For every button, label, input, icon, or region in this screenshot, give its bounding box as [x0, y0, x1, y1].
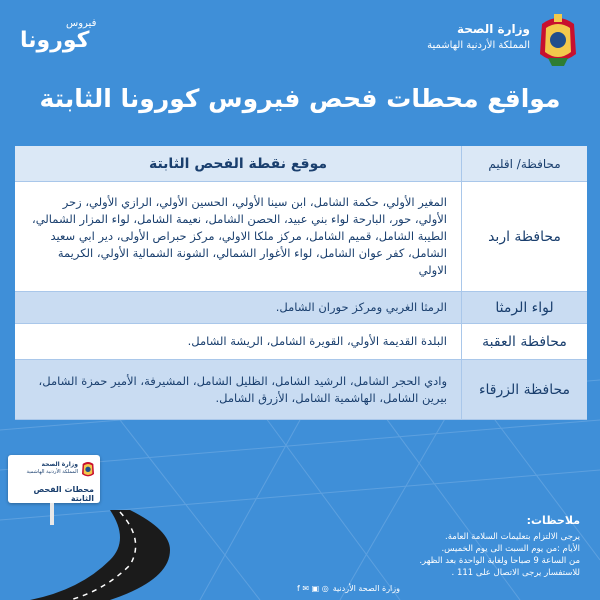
- locations-cell: البلدة القديمة الأولي، القويرة الشامل، الريشة الشامل.: [187, 334, 447, 348]
- footer: [240, 584, 400, 593]
- corona-logo-big-text: كورونا: [20, 28, 90, 53]
- sign-kingdom: المملكة الأردنية الهاشمية: [26, 469, 78, 475]
- sign-pole: [50, 503, 54, 525]
- note-item: من الساعة 9 صباحا ولغاية الواحدة بعد الظهر.: [419, 556, 580, 566]
- corona-logo: [20, 18, 130, 58]
- header-governorate: محافظة/ اقليم: [461, 146, 587, 181]
- locations-cell: وادي الحجر الشامل، الرشيد الشامل، الظليل الشامل، المشيرفة، الأمير حمزة الشامل، بيرين الشامل، الهاشمية الشامل، الأزرق الشامل.: [38, 373, 447, 405]
- ministry-name: وزارة الصحة: [456, 22, 530, 36]
- governorate-cell: لواء الرمثا: [461, 292, 587, 323]
- note-item: يرجى الالتزام بتعليمات السلامة العامة.: [445, 532, 580, 542]
- table-row: [15, 324, 587, 360]
- footer-text: وزارة الصحة الأردنية: [332, 584, 400, 593]
- jordan-emblem-icon: [80, 459, 96, 479]
- header: [0, 0, 600, 78]
- table-row: [15, 182, 587, 292]
- ministry-block: [427, 22, 530, 51]
- notes-block: [280, 514, 580, 579]
- table-row: [15, 360, 587, 420]
- note-item: الأيام :من يوم السبت الى يوم الخميس.: [441, 544, 580, 554]
- sign-label: محطات الفحص الثابتة: [33, 485, 94, 503]
- governorate-cell: محافظة اربد: [461, 182, 587, 291]
- stations-table: [15, 146, 587, 420]
- table-header-row: [15, 146, 587, 182]
- corona-logo-small-text: فيروس: [66, 18, 97, 29]
- header-location: موقع نقطة الفحص الثابتة: [148, 155, 328, 172]
- station-sign: [8, 455, 100, 503]
- locations-cell: المغير الأولي، حكمة الشامل، ابن سينا الأولي، الحسين الأولي، الرازي الأولي، زحر الأولي، حور، البارحة لواء بني عبيد، الحصن الشامل، نعيمة الشامل، لواء المزار الشمالي، الطيبة الشامل، قميم الشامل، مركز ملكا الاولي، مركز حبراص الأولى، دير ابي سعيد الشامل، كفر عوان الشامل، لواء الأغوار الشمالي، الشونة الشمالية الأولي، الكريمة الاولي: [31, 195, 447, 277]
- jordan-emblem-icon: [534, 10, 582, 68]
- social-icons: ◎ ▣ ✉ f: [297, 584, 329, 593]
- governorate-cell: محافظة الزرقاء: [461, 360, 587, 419]
- sign-ministry: وزارة الصحة: [41, 461, 78, 468]
- governorate-cell: محافظة العقبة: [461, 324, 587, 359]
- note-item: للاستفسار يرجى الاتصال على 111 .: [451, 568, 580, 578]
- table-row: [15, 292, 587, 324]
- notes-title: ملاحظات:: [526, 514, 580, 527]
- kingdom-name: المملكة الأردنية الهاشمية: [427, 40, 530, 51]
- locations-cell: الرمثا الغربي ومركز حوران الشامل.: [275, 300, 447, 314]
- page-title: مواقع محطات فحص فيروس كورونا الثابتة: [39, 84, 561, 113]
